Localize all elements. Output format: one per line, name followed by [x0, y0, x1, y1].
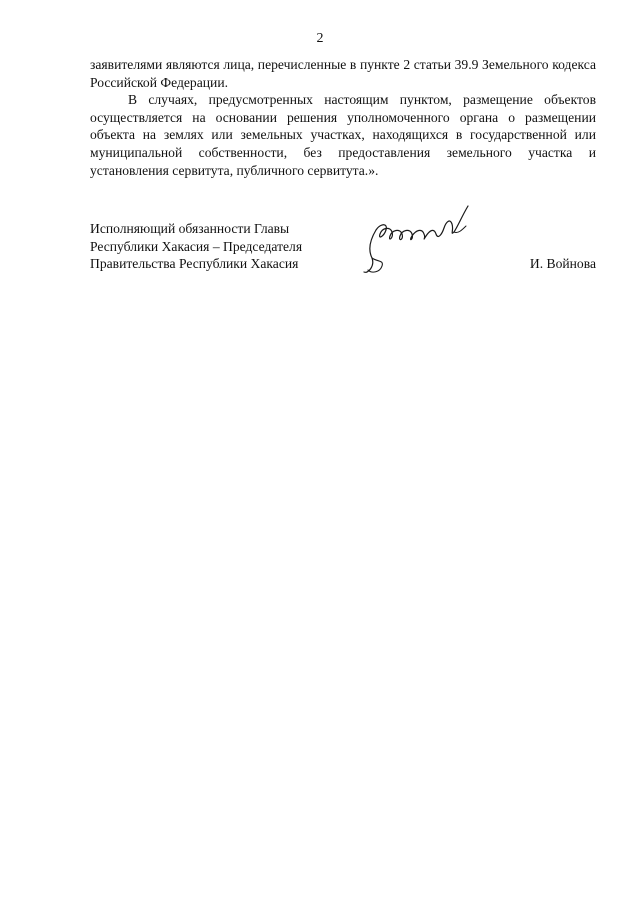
handwritten-signature [358, 200, 488, 280]
body-text [90, 56, 596, 179]
paragraph-main: В случаях, предусмотренных настоящим пунктом, размещение объектов осуществляется на основании решения уполномоченного органа о размещении объекта на землях или земельных участках, находящихся в государственной или муниципальной собственности, без предоставления земельного участка и установления сервитута, публичного сервитута.». [90, 92, 596, 178]
signer-title-line-2: Республики Хакасия – Председателя [90, 238, 303, 254]
signer-name: И. Войнова [529, 256, 596, 271]
signer-title [90, 220, 302, 273]
signer-title-line-1: Исполняющий обязанности Главы [90, 221, 290, 236]
signature-block [90, 220, 596, 300]
signature-stroke-main [364, 206, 468, 272]
signer-title-line-3: Правительства Республики Хакасия [90, 256, 299, 272]
paragraph-continuation: заявителями являются лица, перечисленные в пункте 2 статьи 39.9 Земельного кодекса Российской Федерации. [90, 57, 596, 90]
page-number: 2 [316, 31, 324, 46]
